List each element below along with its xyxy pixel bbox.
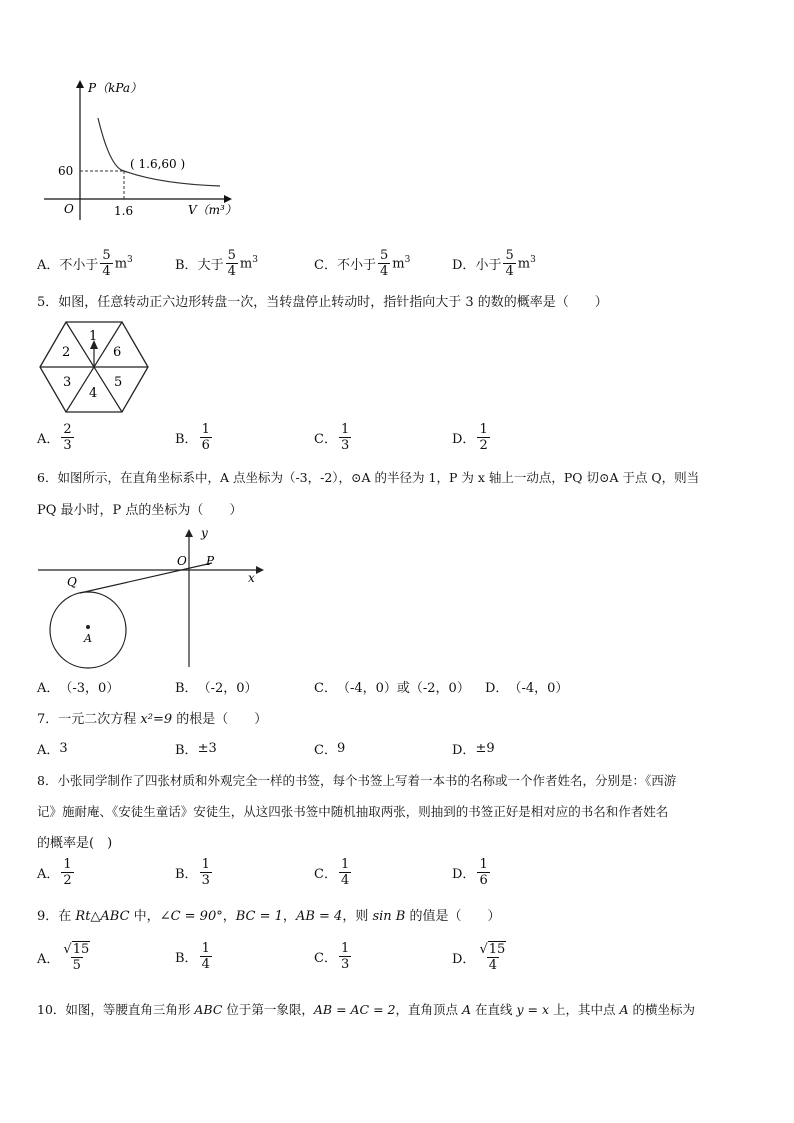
math-run: A xyxy=(461,1002,472,1017)
fraction: $\frac{1}{3}$ xyxy=(340,422,350,453)
q6-option-d[interactable] xyxy=(485,677,568,696)
q7-stem-pre: 7．一元二次方程 xyxy=(37,712,141,727)
option-letter: A． xyxy=(37,681,60,696)
text-run: 的值是（ ） xyxy=(405,909,501,924)
q4-option-c[interactable] xyxy=(314,248,410,279)
q7-stem-post: 的根是（ ） xyxy=(172,712,268,727)
q9-option-d[interactable] xyxy=(452,941,510,973)
option-letter: C． xyxy=(314,432,337,447)
q4-curve xyxy=(98,118,220,186)
fraction: $\frac{1}{3}$ xyxy=(201,857,210,888)
sector-3: 3 xyxy=(63,375,72,390)
option-text: ±3 xyxy=(197,741,217,756)
q4-x-label: V（m³） xyxy=(188,203,237,217)
math-run: A xyxy=(619,1002,629,1017)
q6-y-arrow xyxy=(185,529,193,537)
option-letter: A． xyxy=(37,951,60,967)
math-run: sin B xyxy=(372,909,406,924)
q8-option-d[interactable] xyxy=(452,857,492,888)
option-text: 3 xyxy=(59,741,68,756)
option-letter: C． xyxy=(314,743,337,758)
q4-option-b[interactable] xyxy=(175,248,258,279)
option-text: 不小于 xyxy=(336,258,376,273)
q6-x-arrow xyxy=(256,566,264,574)
unit: $m^3$ xyxy=(114,255,133,272)
option-letter: A． xyxy=(37,432,60,447)
math-run: ABC xyxy=(194,1002,223,1017)
option-letter: D． xyxy=(485,681,509,696)
q6-label-q: Q xyxy=(67,575,77,589)
option-letter: D． xyxy=(452,743,476,758)
q4-point-label: ( 1.6,60 ) xyxy=(130,157,186,171)
q4-option-a[interactable] xyxy=(37,248,133,279)
option-letter: C． xyxy=(314,951,337,966)
option-letter: D． xyxy=(452,867,476,882)
sqrt-sign: √ 15 xyxy=(63,941,90,957)
q4-origin: O xyxy=(64,202,74,216)
q6-option-b[interactable] xyxy=(175,677,258,696)
text-run: 10．如图，等腰直角三角形 xyxy=(37,1002,195,1017)
text-run: 位于第一象限， xyxy=(222,1002,314,1017)
q6-circle-a xyxy=(50,592,126,668)
q4-option-d[interactable] xyxy=(452,248,536,279)
q7-option-a[interactable] xyxy=(37,739,68,758)
option-letter: C． xyxy=(314,681,337,696)
math-run: AB = 4 xyxy=(295,909,343,924)
option-letter: B． xyxy=(175,743,198,758)
option-letter: A． xyxy=(37,867,60,882)
q6-stem-line2: PQ 最小时，P 点的坐标为（ ） xyxy=(37,503,243,518)
option-letter: B． xyxy=(175,432,198,447)
text-run: 在直线 xyxy=(471,1002,517,1017)
fraction: $\frac{1}{4}$ xyxy=(340,857,350,888)
sector-4: 4 xyxy=(89,386,98,401)
sector-6: 6 xyxy=(113,345,122,360)
option-letter: D． xyxy=(452,432,476,447)
q8-stem-line2: 记》施耐庵、《安徒生童话》安徒生，从这四张书签中随机抽取两张，则抽到的书签正好是相对应的书名和作者姓名 xyxy=(37,804,669,819)
text-run: 中， xyxy=(129,909,160,924)
fraction: $\frac{1}{6}$ xyxy=(201,422,210,453)
q5-option-c[interactable] xyxy=(314,422,353,453)
q7-option-b[interactable] xyxy=(175,739,217,758)
sqrt-sign: √ 15 xyxy=(479,941,506,957)
option-text: 9 xyxy=(336,741,346,756)
fraction: $\frac{5}{4}$ xyxy=(505,248,514,279)
q7-stem-math: x²=9 xyxy=(140,712,173,727)
sector-1: 1 xyxy=(89,329,98,344)
unit: $m^3$ xyxy=(239,255,258,272)
math-run: BC = 1 xyxy=(235,909,283,924)
q8-stem-line3: 的概率是( ) xyxy=(37,836,113,851)
option-text: （-4，0） xyxy=(508,681,569,696)
option-letter: B． xyxy=(175,867,198,882)
q7-option-d[interactable] xyxy=(452,739,495,758)
text-run: ， xyxy=(282,909,296,924)
q7-option-c[interactable] xyxy=(314,739,345,758)
q6-tangent-pq xyxy=(80,563,212,593)
option-text: ±9 xyxy=(475,741,495,756)
option-letter: D． xyxy=(452,951,476,967)
option-letter: C． xyxy=(314,258,337,273)
math-run: Rt△ABC xyxy=(75,909,130,924)
fraction: $\frac{5}{4}$ xyxy=(379,248,389,279)
q6-label-a: A xyxy=(84,632,92,645)
fraction: $\frac{5}{4}$ xyxy=(102,248,111,279)
q8-option-b[interactable] xyxy=(175,857,214,888)
q6-coordinate-figure xyxy=(36,525,268,669)
q8-stem-line1: 8．小张同学制作了四张材质和外观完全一样的书签，每个书签上写着一本书的名称或一个作者姓名，分别是：《西游 xyxy=(37,773,677,788)
q4-y-tick: 60 xyxy=(58,164,74,178)
q6-center-a xyxy=(86,625,90,629)
option-text: （-4，0）或（-2，0） xyxy=(336,681,470,696)
sector-2: 2 xyxy=(62,345,71,360)
option-text: 大于 xyxy=(197,258,224,273)
option-letter: C． xyxy=(314,867,337,882)
unit: $m^3$ xyxy=(392,255,411,272)
option-text: （-3，0） xyxy=(59,681,120,696)
text-run: ， xyxy=(222,909,236,924)
q6-option-a[interactable] xyxy=(37,677,119,696)
q4-x-arrow xyxy=(224,195,232,203)
q4-y-arrow xyxy=(76,80,84,88)
q5-option-b[interactable] xyxy=(175,422,214,453)
option-letter: B． xyxy=(175,258,198,273)
fraction: $\frac{1}{6}$ xyxy=(479,857,488,888)
fraction: √ 15 5 xyxy=(63,941,90,973)
fraction: √ 15 4 xyxy=(479,941,506,973)
text-run: 上，其中点 xyxy=(549,1002,620,1017)
q8-option-a[interactable] xyxy=(37,857,76,888)
text-run: 的横坐标为 xyxy=(628,1002,695,1017)
q6-stem-line1: 6．如图所示，在直角坐标系中，A 点坐标为（-3，-2），⊙A 的半径为 1，P 为 x 轴上一动点，PQ 切⊙A 于点 Q，则当 xyxy=(37,470,700,485)
unit: $m^3$ xyxy=(517,255,536,272)
fraction: $\frac{5}{4}$ xyxy=(227,248,236,279)
q8-option-c[interactable] xyxy=(314,857,353,888)
q4-y-label: P（kPa） xyxy=(88,81,143,95)
option-letter: B． xyxy=(175,951,198,966)
q9-option-b[interactable] xyxy=(175,941,214,972)
q6-label-x: x xyxy=(248,571,255,585)
option-letter: B． xyxy=(175,681,198,696)
sector-5: 5 xyxy=(114,375,123,390)
fraction: $\frac{1}{2}$ xyxy=(479,422,488,453)
q10-stem xyxy=(37,1000,695,1018)
math-run: y = x xyxy=(516,1002,550,1017)
q9-stem xyxy=(37,905,500,924)
q7-stem xyxy=(37,708,267,727)
q5-option-d[interactable] xyxy=(452,422,492,453)
q9-option-c[interactable] xyxy=(314,941,353,972)
q5-hexagon-spinner xyxy=(38,320,150,414)
text-run: ，则 xyxy=(342,909,373,924)
text-run: ，直角顶点 xyxy=(395,1002,462,1017)
fraction: $\frac{1}{4}$ xyxy=(201,941,210,972)
q6-option-c[interactable] xyxy=(314,677,470,696)
option-letter: A． xyxy=(37,258,60,273)
option-letter: A． xyxy=(37,743,60,758)
fraction: $\frac{1}{2}$ xyxy=(63,857,72,888)
q6-label-p: P xyxy=(206,554,215,568)
q6-label-o: O xyxy=(177,554,187,568)
option-text: 不小于 xyxy=(59,258,99,273)
q5-stem: 5．如图，任意转动正六边形转盘一次，当转盘停止转动时，指针指向大于 3 的数的概率是（ ） xyxy=(37,295,608,310)
q5-option-a[interactable] xyxy=(37,422,76,453)
fraction: $\frac{2}{3}$ xyxy=(63,422,72,453)
option-letter: D． xyxy=(452,258,476,273)
option-text: （-2，0） xyxy=(197,681,258,696)
math-run: ∠C = 90° xyxy=(159,909,223,924)
math-run: AB = AC = 2 xyxy=(313,1002,396,1017)
q6-label-y: y xyxy=(201,526,208,540)
q4-pv-graph xyxy=(40,78,240,228)
text-run: 9．在 xyxy=(37,909,76,924)
q4-x-tick: 1.6 xyxy=(114,204,134,218)
fraction: $\frac{1}{3}$ xyxy=(340,941,350,972)
option-text: 小于 xyxy=(475,258,502,273)
q9-option-a[interactable] xyxy=(37,941,94,973)
